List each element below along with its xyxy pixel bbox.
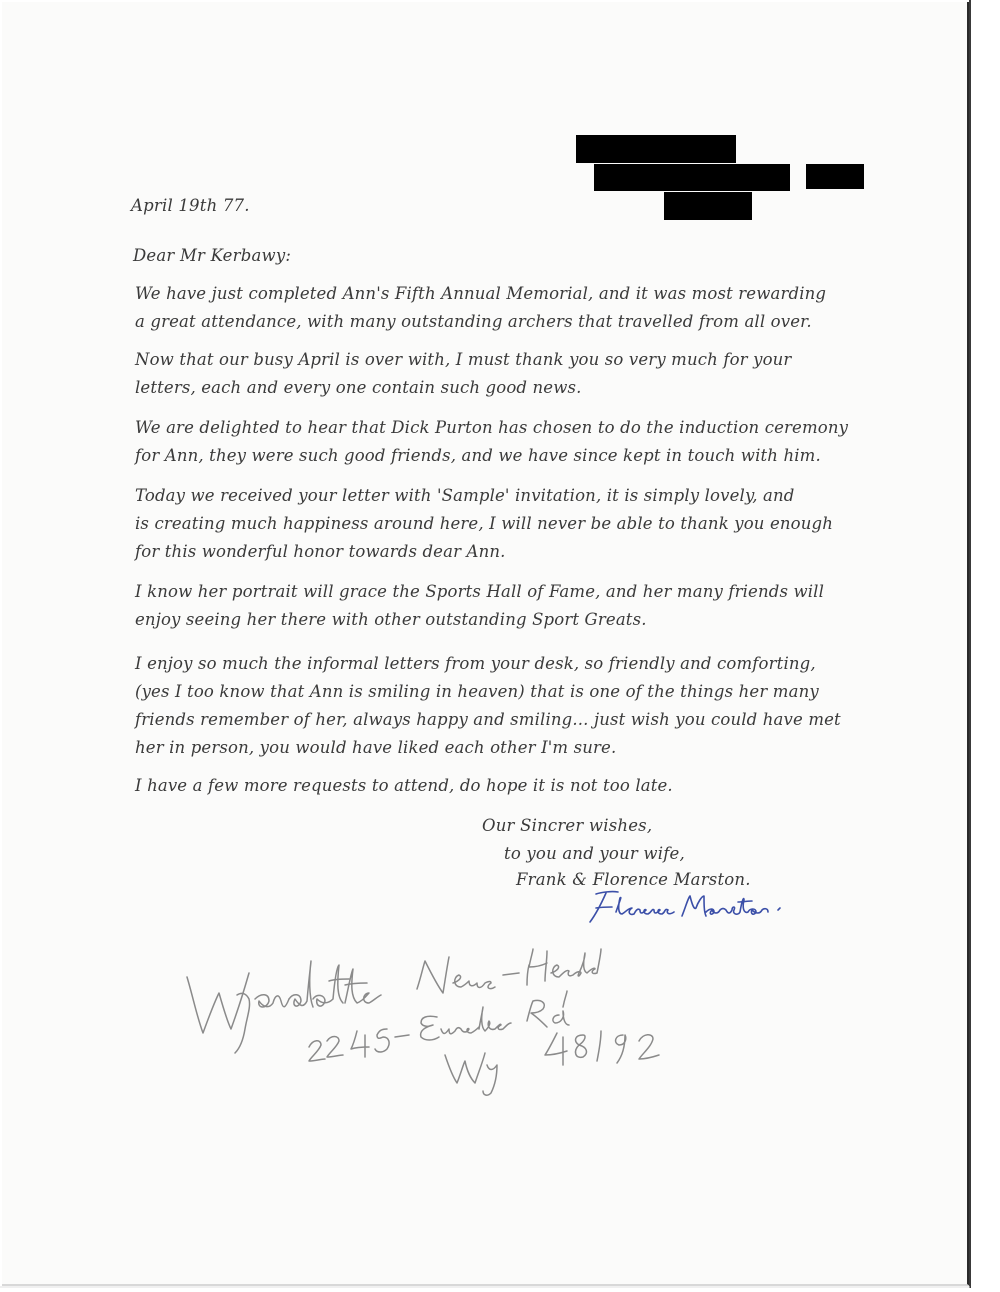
- redaction-bar-3: [806, 164, 864, 189]
- closing-line-1: Our Sincrer wishes,: [482, 816, 653, 835]
- letter-paragraph-5: [135, 578, 824, 634]
- letter-date: April 19th 77.: [131, 196, 250, 215]
- letter-paragraph-3: [135, 414, 848, 470]
- paragraph-line: her in person, you would have liked each other I'm sure.: [135, 738, 617, 757]
- handwritten-pencil-note: [177, 937, 697, 1097]
- letter-paragraph-6: [135, 650, 841, 762]
- paragraph-line: letters, each and every one contain such good news.: [135, 378, 582, 397]
- paragraph-line: We have just completed Ann's Fifth Annual Memorial, and it was most rewarding: [135, 284, 827, 303]
- letter-paragraph-7: [135, 772, 673, 800]
- paragraph-line: a great attendance, with many outstanding archers that travelled from all over.: [135, 312, 812, 331]
- letter-paragraph-2: [135, 346, 791, 402]
- closing-line-2: to you and your wife,: [504, 844, 685, 863]
- paragraph-line: for this wonderful honor towards dear Ann.: [135, 542, 506, 561]
- paragraph-line: We are delighted to hear that Dick Purton has chosen to do the induction ceremony: [135, 418, 849, 437]
- paragraph-line: Today we received your letter with 'Sample' invitation, it is simply lovely, and: [135, 486, 795, 505]
- paragraph-line: enjoy seeing her there with other outstanding Sport Greats.: [135, 610, 647, 629]
- closing-line-3: Frank & Florence Marston.: [516, 870, 751, 889]
- paragraph-line: is creating much happiness around here, I will never be able to thank you enough: [135, 514, 834, 533]
- paragraph-line: for Ann, they were such good friends, and we have since kept in touch with him.: [135, 446, 821, 465]
- redaction-bar-2: [594, 164, 790, 191]
- paragraph-line: I enjoy so much the informal letters from your desk, so friendly and comforting,: [135, 654, 816, 673]
- letter-page: [2, 2, 970, 1286]
- paragraph-line: I have a few more requests to attend, do hope it is not too late.: [135, 776, 673, 795]
- paragraph-line: I know her portrait will grace the Sports Hall of Fame, and her many friends will: [135, 582, 825, 601]
- redaction-bar-4: [664, 192, 752, 220]
- handwritten-signature: [582, 886, 802, 934]
- paragraph-line: Now that our busy April is over with, I must thank you so very much for your: [135, 350, 792, 369]
- letter-salutation: Dear Mr Kerbawy:: [133, 246, 292, 265]
- paragraph-line: friends remember of her, always happy and smiling... just wish you could have met: [135, 710, 841, 729]
- paragraph-line: (yes I too know that Ann is smiling in heaven) that is one of the things her many: [135, 682, 819, 701]
- letter-paragraph-4: [135, 482, 833, 566]
- letter-paragraph-1: [135, 280, 826, 336]
- redaction-bar-1: [576, 135, 736, 163]
